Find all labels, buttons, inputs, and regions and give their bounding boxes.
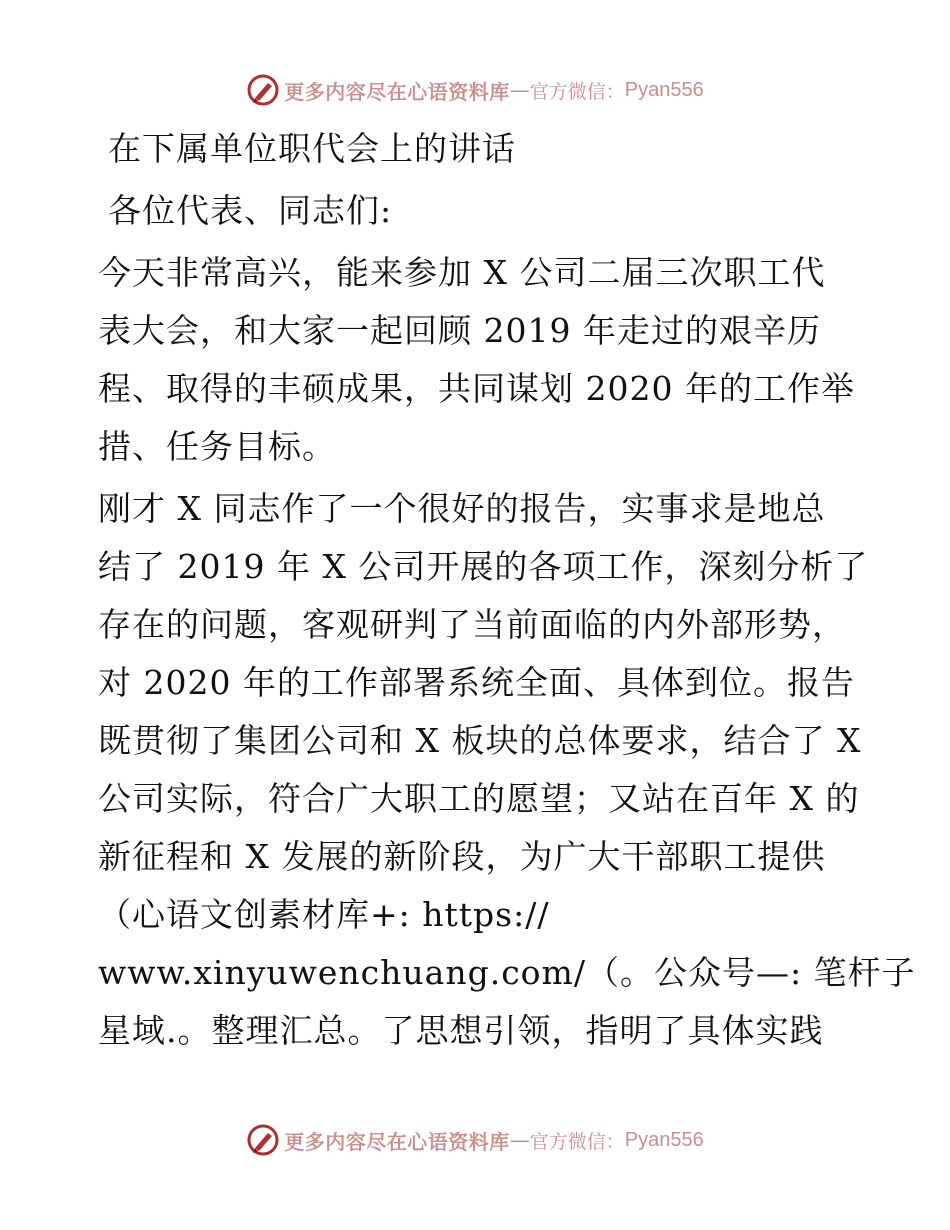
- banner-wechat-label: 官方微信：: [529, 1130, 625, 1153]
- text-line: 措、任务目标。: [98, 427, 336, 466]
- text-line: 程、取得的丰硕成果，共同谋划 2020 年的工作举: [98, 369, 855, 408]
- document-title: 在下属单位职代会上的讲话: [108, 129, 516, 168]
- banner-dash: —: [509, 1128, 530, 1152]
- pen-logo-icon: [246, 1123, 280, 1157]
- text-line: 对 2020 年的工作部署系统全面、具体到位。报告: [98, 663, 855, 702]
- banner-wechat-id: Pyan556: [624, 78, 704, 101]
- banner-brand-text: 更多内容尽在心语资料库: [284, 1129, 510, 1154]
- paragraph-2: [98, 480, 916, 1060]
- paragraph-1: [98, 244, 858, 476]
- salutation: 各位代表、同志们:: [108, 191, 393, 230]
- text-line: 既贯彻了集团公司和 X 板块的总体要求，结合了 X: [98, 721, 862, 760]
- document-body: [98, 120, 916, 1060]
- text-line: 今天非常高兴，能来参加 X 公司二届三次职工代: [98, 253, 826, 292]
- text-line: 刚才 X 同志作了一个很好的报告，实事求是地总: [98, 489, 826, 528]
- text-line: 结了 2019 年 X 公司开展的各项工作，深刻分析了: [98, 547, 869, 586]
- text-line: 存在的问题，客观研判了当前面临的内外部形势，: [98, 605, 846, 644]
- banner-wechat-id: Pyan556: [624, 1128, 704, 1151]
- text-line: 星域.。整理汇总。了思想引领，指明了具体实践: [98, 1011, 824, 1050]
- text-line: （心语文创素材库+: https://: [98, 895, 550, 934]
- text-line: www.xinyuwenchuang.com/（。公众号—: 笔杆子: [98, 953, 916, 992]
- text-line: 公司实际，符合广大职工的愿望；又站在百年 X 的: [98, 779, 860, 818]
- text-line: 新征程和 X 发展的新阶段，为广大干部职工提供: [98, 837, 826, 876]
- text-line: 表大会，和大家一起回顾 2019 年走过的艰辛历: [98, 311, 821, 350]
- pen-logo-icon: [246, 73, 280, 107]
- banner-brand-text: 更多内容尽在心语资料库: [284, 79, 510, 104]
- footer-banner: [0, 1120, 950, 1160]
- header-banner: [0, 70, 950, 110]
- banner-dash: —: [509, 78, 530, 102]
- banner-wechat-label: 官方微信：: [529, 80, 625, 103]
